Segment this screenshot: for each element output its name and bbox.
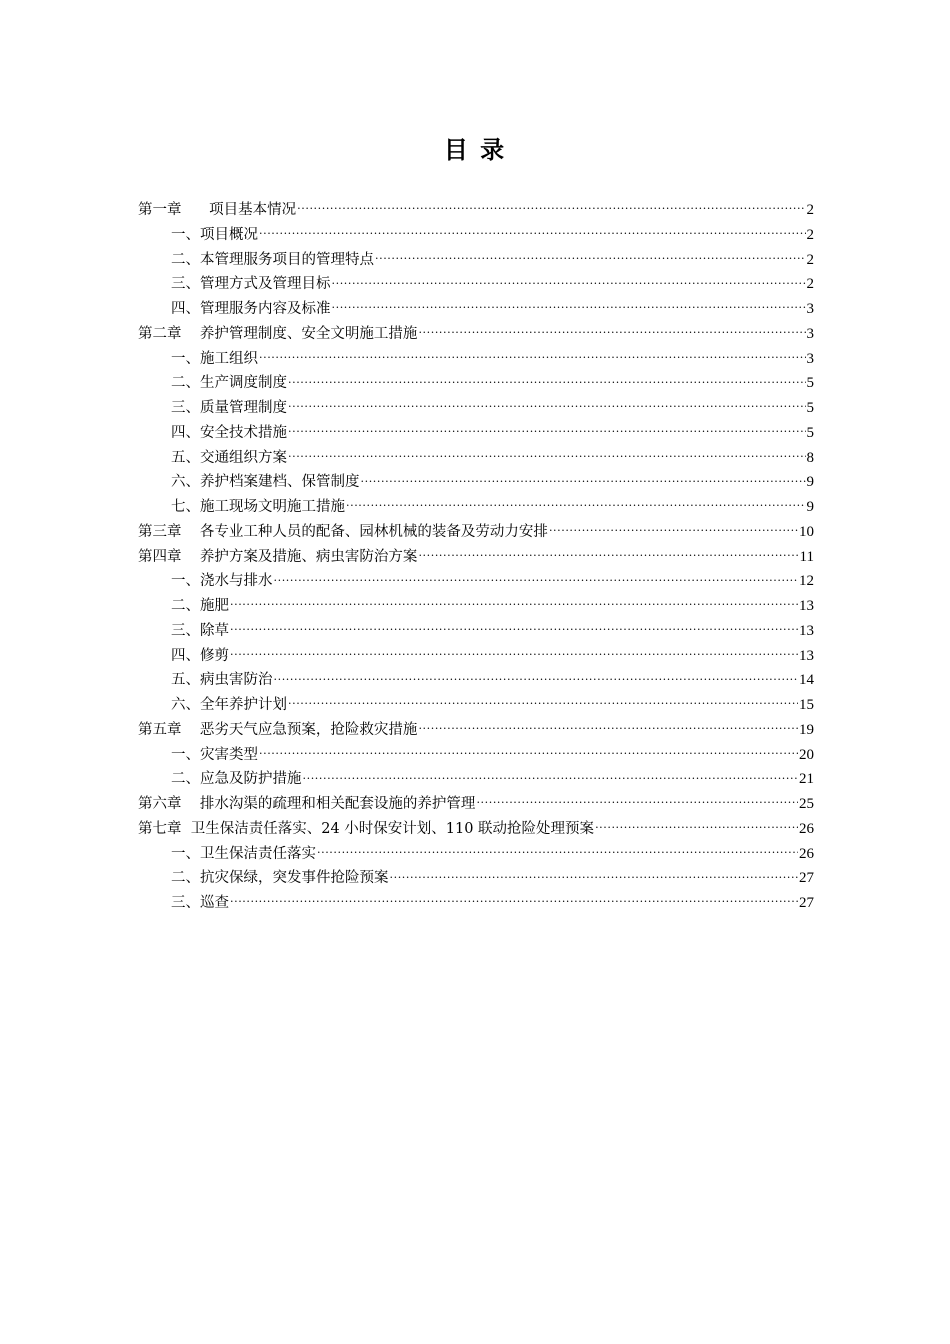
toc-entry[interactable] bbox=[138, 520, 814, 545]
toc-entry-label: 五、交通组织方案 bbox=[171, 449, 287, 466]
toc-title: 目 录 bbox=[443, 135, 507, 164]
toc-entry[interactable] bbox=[138, 668, 814, 693]
toc-entry-label: 一、施工组织 bbox=[171, 350, 258, 367]
toc-entry-page: 19 bbox=[799, 721, 814, 738]
toc-entry-label: 第三章 各专业工种人员的配备、园林机械的装备及劳动力安排 bbox=[138, 523, 548, 540]
toc-leader-dots bbox=[288, 373, 806, 387]
toc-entry[interactable] bbox=[138, 371, 814, 396]
toc-leader-dots bbox=[418, 324, 805, 338]
toc-entry-page: 3 bbox=[806, 350, 814, 367]
toc-entry-label: 七、施工现场文明施工措施 bbox=[171, 499, 345, 515]
toc-entry-label: 四、管理服务内容及标准 bbox=[171, 301, 331, 317]
toc-entry[interactable] bbox=[138, 743, 814, 768]
toc-entry[interactable] bbox=[138, 644, 814, 669]
toc-entry-label: 五、病虫害防治 bbox=[171, 672, 273, 689]
toc-entry-label: 四、安全技术措施 bbox=[171, 424, 287, 441]
toc-entry-label: 四、修剪 bbox=[171, 647, 229, 664]
toc-entry[interactable] bbox=[138, 817, 814, 842]
toc-entry[interactable] bbox=[138, 446, 814, 471]
toc-entry-label: 第二章 养护管理制度、安全文明施工措施 bbox=[138, 325, 418, 342]
toc-entry[interactable] bbox=[138, 594, 814, 619]
toc-leader-dots bbox=[375, 250, 806, 264]
toc-leader-dots bbox=[230, 893, 798, 907]
toc-entry[interactable] bbox=[138, 396, 814, 421]
toc-entry[interactable] bbox=[138, 297, 814, 322]
toc-entry-label: 一、卫生保洁责任落实 bbox=[171, 845, 316, 862]
toc-leader-dots bbox=[230, 646, 798, 660]
toc-entry[interactable] bbox=[138, 223, 814, 248]
toc-entry[interactable] bbox=[138, 619, 814, 644]
toc-entry[interactable] bbox=[138, 322, 814, 347]
toc-entry-page: 15 bbox=[799, 697, 814, 713]
toc-entry-label: 一、灾害类型 bbox=[171, 746, 258, 763]
toc-entry[interactable] bbox=[138, 347, 814, 372]
toc-entry-page: 11 bbox=[799, 548, 814, 565]
toc-entry-label: 第七章 卫生保洁责任落实、24 小时保安计划、110 联动抢险处理预案 bbox=[138, 820, 595, 837]
toc-entry-label: 二、施肥 bbox=[171, 598, 229, 614]
toc-entry-page: 14 bbox=[799, 672, 814, 689]
toc-leader-dots bbox=[259, 349, 806, 363]
toc-leader-dots bbox=[361, 472, 806, 486]
toc-entry-page: 27 bbox=[799, 895, 814, 911]
toc-entry[interactable] bbox=[138, 891, 814, 916]
toc-entry-page: 5 bbox=[806, 400, 814, 416]
toc-entry-label: 六、全年养护计划 bbox=[171, 697, 287, 713]
toc-entry-page: 12 bbox=[799, 573, 814, 590]
toc-entry-label: 三、巡查 bbox=[171, 895, 229, 911]
toc-leader-dots bbox=[288, 448, 806, 462]
toc-entry-page: 25 bbox=[799, 796, 814, 812]
toc-leader-dots bbox=[230, 596, 798, 610]
toc-leader-dots bbox=[346, 497, 806, 511]
toc-entry-page: 2 bbox=[806, 226, 814, 243]
toc-entry[interactable] bbox=[138, 421, 814, 446]
toc-leader-dots bbox=[476, 794, 798, 808]
toc-entry[interactable] bbox=[138, 198, 814, 223]
toc-entry-page: 9 bbox=[806, 499, 814, 515]
toc-entry-page: 2 bbox=[806, 251, 814, 268]
toc-entry[interactable] bbox=[138, 569, 814, 594]
toc-leader-dots bbox=[390, 868, 799, 882]
toc-leader-dots bbox=[303, 769, 799, 783]
toc-entry-page: 3 bbox=[806, 325, 814, 342]
toc-entry[interactable] bbox=[138, 272, 814, 297]
toc-entry-label: 一、浇水与排水 bbox=[171, 573, 273, 590]
toc-leader-dots bbox=[595, 819, 798, 833]
toc-entry-page: 13 bbox=[799, 647, 814, 664]
toc-entry-label: 三、质量管理制度 bbox=[171, 400, 287, 416]
toc-entry[interactable] bbox=[138, 792, 814, 817]
toc-leader-dots bbox=[332, 274, 806, 288]
toc-entry[interactable] bbox=[138, 470, 814, 495]
toc-entry-page: 21 bbox=[799, 771, 814, 788]
toc-entry-label: 第四章 养护方案及措施、病虫害防治方案 bbox=[138, 548, 418, 565]
toc-entry-page: 26 bbox=[799, 845, 814, 862]
toc-entry-page: 27 bbox=[799, 870, 814, 887]
toc-leader-dots bbox=[288, 695, 798, 709]
toc-entry[interactable] bbox=[138, 866, 814, 891]
toc-leader-dots bbox=[317, 844, 798, 858]
toc-leader-dots bbox=[549, 522, 798, 536]
toc-entry[interactable] bbox=[138, 767, 814, 792]
toc-entry-page: 2 bbox=[806, 202, 814, 218]
toc-entry-page: 5 bbox=[806, 424, 814, 441]
toc-entry[interactable] bbox=[138, 495, 814, 520]
toc-entry-page: 3 bbox=[806, 301, 814, 317]
toc-entry-page: 26 bbox=[799, 820, 814, 837]
toc-entry-page: 20 bbox=[799, 746, 814, 763]
toc-leader-dots bbox=[274, 571, 799, 585]
toc-entry-label: 二、本管理服务项目的管理特点 bbox=[171, 251, 374, 268]
toc-entry-label: 三、除草 bbox=[171, 622, 229, 639]
toc-leader-dots bbox=[230, 621, 798, 635]
toc-leader-dots bbox=[418, 720, 798, 734]
toc-entry-label: 二、应急及防护措施 bbox=[171, 771, 302, 788]
toc-entry[interactable] bbox=[138, 248, 814, 273]
toc-entry-page: 10 bbox=[799, 523, 814, 540]
toc-entry-label: 第六章 排水沟渠的疏理和相关配套设施的养护管理 bbox=[138, 796, 476, 812]
toc-entry[interactable] bbox=[138, 842, 814, 867]
toc-entry[interactable] bbox=[138, 718, 814, 743]
toc-entry-page: 2 bbox=[806, 276, 814, 293]
toc-entry-label: 六、养护档案建档、保管制度 bbox=[171, 474, 360, 491]
toc-entry-label: 一、项目概况 bbox=[171, 226, 258, 243]
toc-entry-label: 二、抗灾保绿，突发事件抢险预案 bbox=[171, 870, 389, 887]
toc-entry-label: 三、管理方式及管理目标 bbox=[171, 276, 331, 293]
toc-leader-dots bbox=[259, 225, 806, 239]
toc-leader-dots bbox=[332, 299, 806, 313]
toc-leader-dots bbox=[274, 670, 799, 684]
toc-leader-dots bbox=[259, 745, 798, 759]
toc-entry-label: 第五章 恶劣天气应急预案，抢险救灾措施 bbox=[138, 721, 418, 738]
toc-entry[interactable] bbox=[138, 545, 814, 570]
toc-entry-page: 13 bbox=[799, 598, 814, 614]
toc-entry-page: 8 bbox=[806, 449, 814, 466]
toc-entry-label: 第一章 项目基本情况 bbox=[138, 202, 297, 218]
toc-entry-label: 二、生产调度制度 bbox=[171, 375, 287, 392]
toc-leader-dots bbox=[297, 200, 805, 214]
toc-entry-page: 5 bbox=[806, 375, 814, 392]
toc-entry-page: 13 bbox=[799, 622, 814, 639]
toc-leader-dots bbox=[418, 547, 798, 561]
table-of-contents bbox=[138, 198, 814, 916]
toc-leader-dots bbox=[288, 423, 806, 437]
toc-leader-dots bbox=[288, 398, 806, 412]
toc-entry-page: 9 bbox=[806, 474, 814, 491]
toc-entry[interactable] bbox=[138, 693, 814, 718]
